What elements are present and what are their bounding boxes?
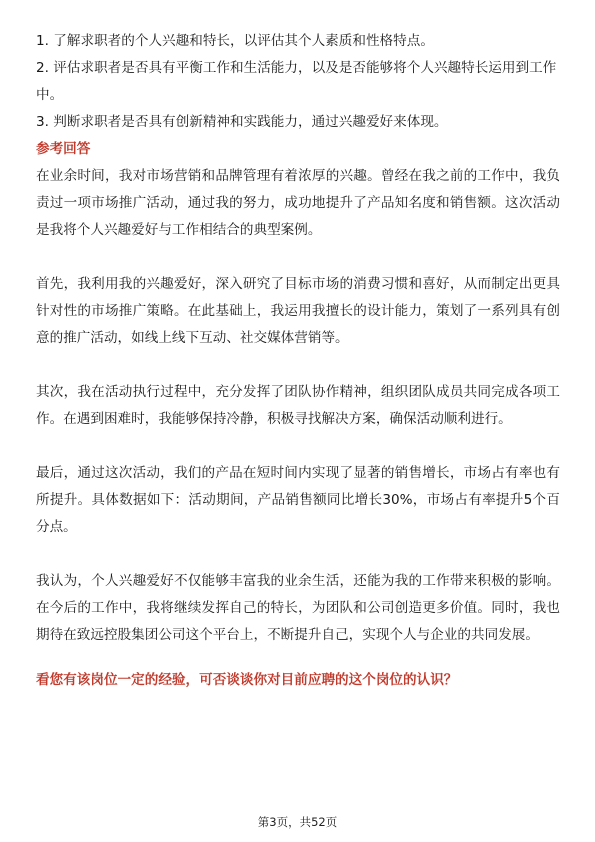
reference-answer-label: 参考回答 — [36, 141, 91, 157]
list-item-2: 2. 评估求职者是否具有平衡工作和生活能力，以及是否能够将个人兴趣特长运用到工作中。 — [36, 60, 557, 103]
page-content — [36, 28, 560, 694]
page-footer: 第3页，共52页 — [257, 815, 338, 829]
answer-paragraph-5: 我认为，个人兴趣爱好不仅能够丰富我的业余生活，还能为我的工作带来积极的影响。在今后的工作中，我将继续发挥自己的特长，为团队和公司创造更多价值。同时，我也期待在致远控股集团公司这个平台上，不断提升自己，实现个人与企业的共同发展。 — [36, 573, 560, 643]
answer-paragraph-4: 最后，通过这次活动，我们的产品在短时间内实现了显著的销售增长，市场占有率也有所提升。具体数据如下：活动期间，产品销售额同比增长30%，市场占有率提升5个百分点。 — [36, 465, 560, 535]
answer-paragraph-2: 首先，我利用我的兴趣爱好，深入研究了目标市场的消费习惯和喜好，从而制定出更具针对性的市场推广策略。在此基础上，我运用我擅长的设计能力，策划了一系列具有创意的推广活动，如线上线下互动、社交媒体营销等。 — [36, 276, 560, 346]
next-question: 看您有该岗位一定的经验，可否谈谈你对目前应聘的这个岗位的认识？ — [36, 672, 458, 688]
answer-paragraph-1: 在业余时间，我对市场营销和品牌管理有着浓厚的兴趣。曾经在我之前的工作中，我负责过一项市场推广活动，通过我的努力，成功地提升了产品知名度和销售额。这次活动是我将个人兴趣爱好与工作相结合的典型案例。 — [36, 168, 560, 238]
answer-paragraph-3: 其次，我在活动执行过程中，充分发挥了团队协作精神，组织团队成员共同完成各项工作。在遇到困难时，我能够保持冷静，积极寻找解决方案，确保活动顺利进行。 — [36, 384, 560, 427]
list-item-3: 3. 判断求职者是否具有创新精神和实践能力，通过兴趣爱好来体现。 — [36, 114, 448, 130]
list-item-1: 1. 了解求职者的个人兴趣和特长，以评估其个人素质和性格特点。 — [36, 33, 434, 49]
